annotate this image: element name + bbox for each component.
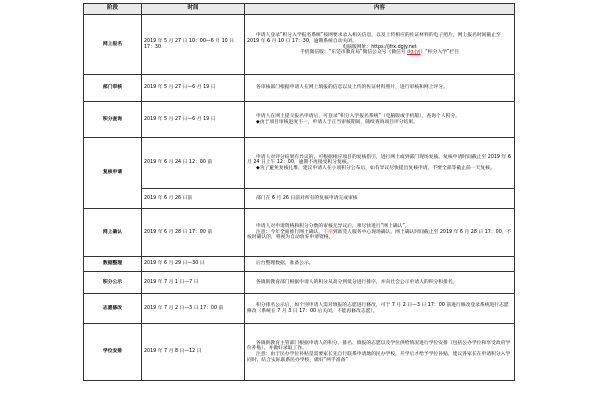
table-row bbox=[84, 138, 515, 189]
time-cell: 2019 年 5 月 27 日 10：00—6 月 10 日 17：30 bbox=[142, 15, 245, 75]
stage-cell: 学位安排 bbox=[84, 324, 142, 381]
table-row bbox=[84, 15, 515, 75]
content-line: 电脑版网址：https://jfrx.dgjy.net bbox=[342, 44, 417, 50]
content-cell bbox=[245, 189, 515, 209]
stage-cell: 部门审核 bbox=[84, 75, 142, 102]
time-cell: 2019 年 5 月 27 日—6 月 19 日 bbox=[142, 75, 245, 102]
content-text: 到新莞人服务中心现场确认。网上确认时间截止至 2019 年 6 月 28 日 17：00，不按时确认的，将视为自动放弃申请资格。 bbox=[247, 229, 512, 241]
table-row bbox=[84, 189, 515, 209]
content-line: 部门在 6 月 26 日前对所有的复核申请完成审核 bbox=[256, 195, 358, 201]
content-cell bbox=[245, 138, 515, 189]
content-line: 注意：由于民办学位补贴是需要家长先自行联系申请地的民办学校，开学后才给予学位补贴，建议各家长在申请积分入学同时，结合实际联系民办学校，做好“两手准备” bbox=[247, 352, 511, 363]
content-cell bbox=[245, 272, 515, 294]
content-line bbox=[247, 230, 512, 241]
content-line: 各审核部门根据申请人在网上填报的信息以及上传的佐证材料照片，进行审核和网上评分。 bbox=[256, 85, 448, 91]
content-line: 各镇街教育主管部门根据申请人的积分、排名、填报的志愿以及学位供给情况进行学位安排（包括公办学位和享受政府学位补贴），并做好录取工作。 bbox=[247, 340, 511, 352]
content-line: 后台整理数据，准备公示。 bbox=[256, 261, 314, 267]
stage-cell: 积分查询 bbox=[84, 102, 142, 138]
table-row bbox=[84, 75, 515, 102]
content-cell bbox=[245, 257, 515, 272]
content-line: ◆为了避免复核扎堆，建议申请人在小项积分公布后，如有异议尽快提出复核申请，不要全部等截止前一天复核。 bbox=[256, 165, 495, 171]
table-row bbox=[84, 209, 515, 257]
stage-cell: 网上报名 bbox=[84, 15, 142, 75]
content-text: 注意：今年全面推行网上确认， bbox=[256, 229, 324, 235]
table-row bbox=[84, 324, 515, 381]
content-text: 手机微信版：“东莞市教育局”微信公众号（微信号 bbox=[299, 50, 408, 56]
stage-cell: 复核申请 bbox=[84, 138, 142, 209]
content-cell bbox=[245, 102, 515, 138]
stage-cell: 志愿修改 bbox=[84, 294, 142, 324]
stage-cell: 数据整理 bbox=[84, 257, 142, 272]
content-line: 申请人登录“积分入学报名系统”按网要求录入相关信息，以及上传相应的佐证材料的电子照片，网上报名时间截止至 2019 年 6 月 10 日 17：30，逾期系统自动关闭。 bbox=[247, 33, 501, 44]
time-cell: 2019 年 7 月 8 日—12 日 bbox=[142, 324, 245, 381]
content-line: 各镇街教育部门根据申请人的积分从高分到低分进行排序，并向社会公示申请人的积分和排名。 bbox=[256, 279, 458, 285]
table-row bbox=[84, 294, 515, 324]
content-line: 申请人对申请资格和积分分数的审核无异议后，须尽快进行“网上确认”。 bbox=[256, 224, 410, 230]
time-cell: 2019 年 6 月 29 日—30 日 bbox=[142, 257, 245, 272]
content-cell bbox=[245, 324, 515, 381]
time-cell: 2019 年 6 月 24 日 12：00 前 bbox=[142, 138, 245, 189]
content-line: 申请人在网上提交报名申请后，可登录“积分入学报名系统”（电脑版或手机版），查询个人积分。 bbox=[256, 113, 461, 119]
content-text: ）“积分入学”栏目 bbox=[420, 50, 460, 56]
header-stage: 阶段 bbox=[84, 4, 142, 15]
stage-cell: 网上确认 bbox=[84, 209, 142, 257]
table-row bbox=[84, 257, 515, 272]
time-cell: 2019 年 6 月 28 日 17：00 前 bbox=[142, 209, 245, 257]
time-cell: 2019 年 7 月 2 日—3 日 17：00 前 bbox=[142, 294, 245, 324]
content-line: 积分排名公示后，如个别申请人需对填报的志愿进行修改，可于 7 月 2 日—3 日 17：00 前进行修改登录系统进行志愿修改（系统在 7 月 3 日 17：00 后关闭，不能再修改志愿）。 bbox=[247, 302, 509, 314]
content-cell bbox=[245, 15, 515, 75]
stage-cell: 积分公示 bbox=[84, 272, 142, 294]
content-line: ◆由于项目审核进度不一，申请人于正当审核期间，随续查询项目评分结果。 bbox=[256, 119, 418, 125]
wechat-id-link[interactable]: dg-jyj bbox=[407, 50, 421, 56]
content-cell bbox=[245, 294, 515, 324]
time-cell: 2019 年 5 月 27 日—6 月 19 日 bbox=[142, 102, 245, 138]
header-time: 时间 bbox=[142, 4, 245, 15]
time-cell: 2019 年 7 月 1 日—7 日 bbox=[142, 272, 245, 294]
table-row bbox=[84, 102, 515, 138]
highlight-text: 不用 bbox=[323, 229, 333, 235]
content-line bbox=[247, 50, 512, 56]
time-cell: 2019 年 6 月 26 日前 bbox=[142, 189, 245, 209]
content-cell bbox=[245, 75, 515, 102]
schedule-table bbox=[83, 3, 515, 381]
content-cell bbox=[245, 209, 515, 257]
table-row bbox=[84, 272, 515, 294]
content-line: 申请人对评分结果有异议的，可根据相应项目的复核指引，进行网上或到部门现场复核。复核申请时间截止至 2019 年 6 月 24 日上午 12：00，逾期不再接受积分复核。 bbox=[247, 154, 511, 166]
table-header-row bbox=[84, 4, 515, 15]
header-content: 内容 bbox=[245, 4, 515, 15]
